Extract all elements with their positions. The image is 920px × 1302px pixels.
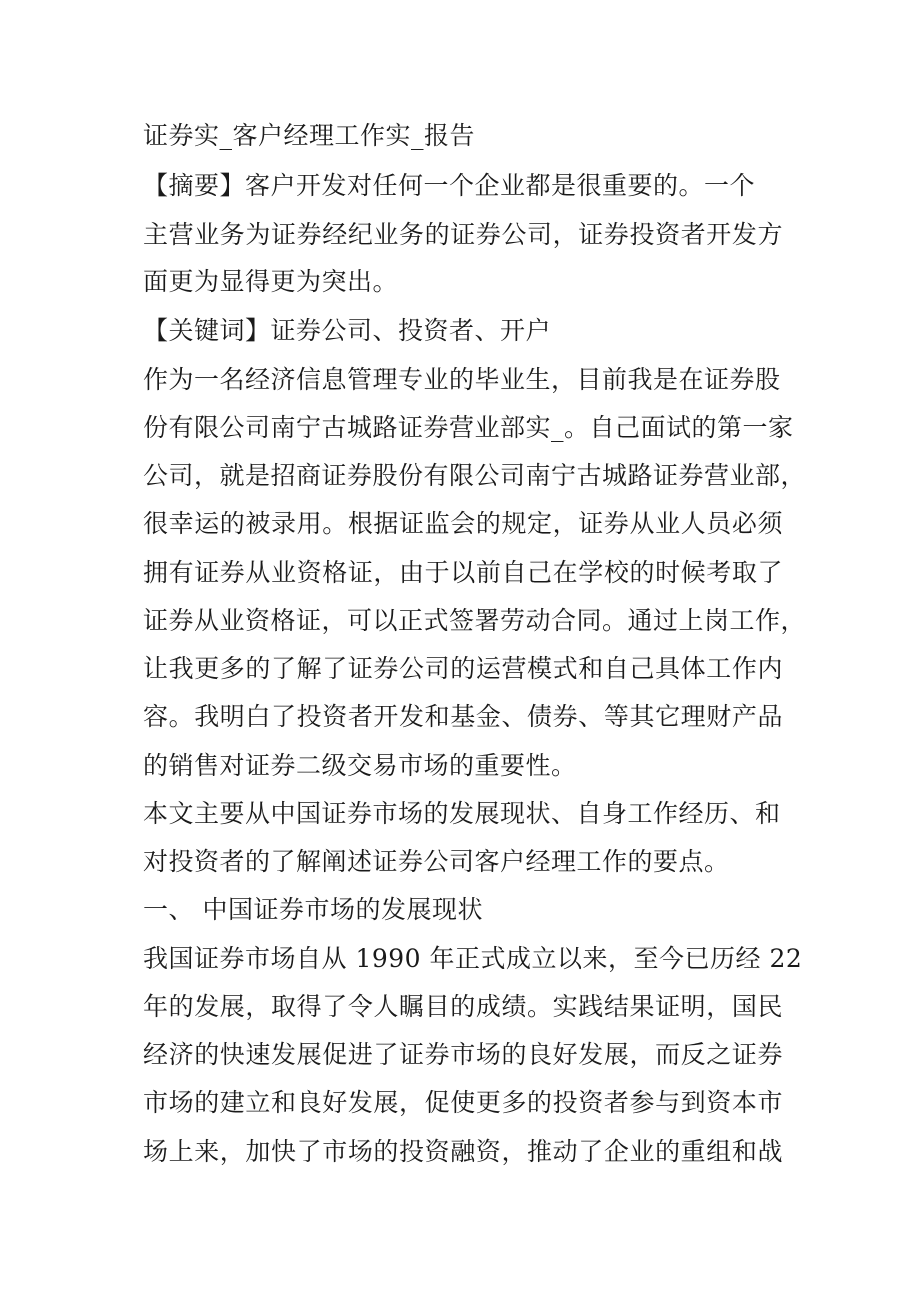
intro-line: 公司，就是招商证券股份有限公司南宁古城路证券营业部， [143, 461, 807, 490]
intro-line: 容。我明白了投资者开发和基金、债券、等其它理财产品 [143, 702, 783, 731]
intro-line: 让我更多的了解了证券公司的运营模式和自己具体工作内 [143, 654, 783, 683]
section-line: 场上来，加快了市场的投资融资，推动了企业的重组和战 [143, 1137, 783, 1166]
abstract-line: 主营业务为证券经纪业务的证券公司，证券投资者开发方 [143, 220, 783, 249]
scope-line: 本文主要从中国证券市场的发展现状、自身工作经历、和 [143, 799, 781, 828]
section-line: 市场的建立和良好发展，促使更多的投资者参与到资本市 [143, 1088, 783, 1117]
section-line: 年的发展，取得了令人瞩目的成绩。实践结果证明，国民 [143, 992, 783, 1021]
intro-line: 拥有证券从业资格证，由于以前自己在学校的时候考取了 [143, 558, 783, 587]
keywords-line: 【关键词】证券公司、投资者、开户 [143, 316, 552, 345]
abstract-line: 面更为显得更为突出。 [143, 267, 399, 296]
section-heading: 一、 中国证券市场的发展现状 [143, 895, 483, 924]
section-line: 经济的快速发展促进了证券市场的良好发展，而反之证券 [143, 1040, 783, 1069]
intro-line: 很幸运的被录用。根据证监会的规定，证券从业人员必须 [143, 509, 783, 538]
intro-line: 证券从业资格证，可以正式签署劳动合同。通过上岗工作， [143, 606, 807, 635]
scope-line: 对投资者的了解阐述证券公司客户经理工作的要点。 [143, 847, 730, 876]
intro-line: 份有限公司南宁古城路证券营业部实_。自己面试的第一家 [143, 413, 794, 442]
intro-line: 作为一名经济信息管理专业的毕业生，目前我是在证券股 [143, 365, 781, 394]
intro-line: 的销售对证券二级交易市场的重要性。 [143, 751, 577, 780]
document-title: 证券实_客户经理工作实_报告 [143, 121, 476, 150]
abstract-line: 【摘要】客户开发对任何一个企业都是很重要的。一个 [143, 171, 756, 200]
section-line: 我国证券市场自从 1990 年正式成立以来，至今已历经 22 [143, 944, 803, 973]
